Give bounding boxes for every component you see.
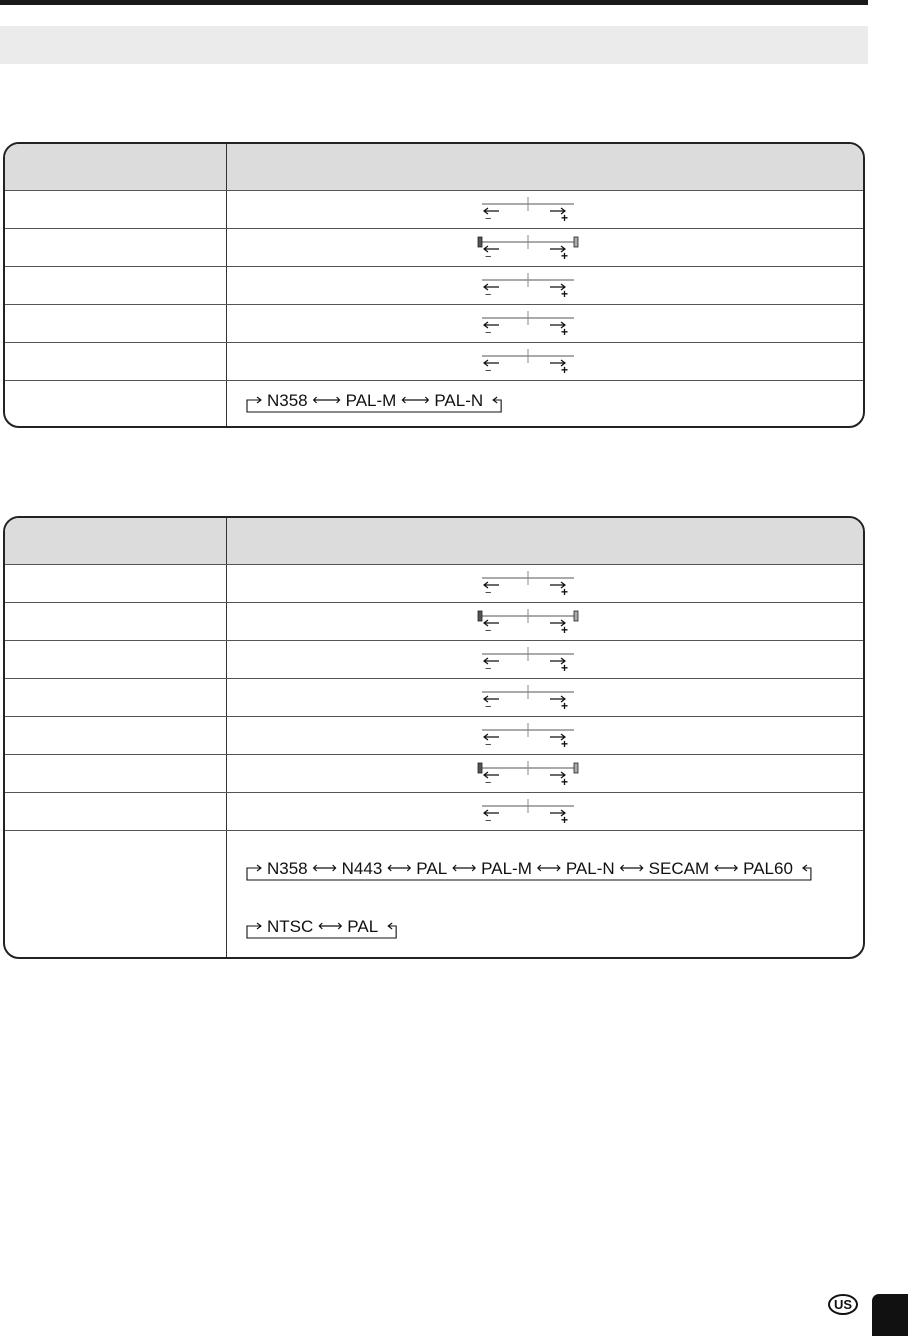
mode-label: PAL [347,917,379,936]
row-label [5,679,227,716]
slider-scale[interactable] [477,569,587,597]
region-badge: US [828,1294,858,1315]
slider-scale[interactable] [477,309,587,337]
minus-label: − [485,289,492,299]
slider-scale[interactable] [477,607,587,635]
table-row [5,267,863,305]
table-row [5,381,863,426]
table-row [5,343,863,381]
table-row [5,679,863,717]
plus-label: + [561,623,569,635]
header-cell-item [5,144,227,190]
header-cell-setting [227,518,863,564]
double-arrow-icon [715,865,737,871]
minus-label: − [485,739,492,749]
double-arrow-icon [388,865,410,871]
mode-label: PAL-M [481,859,532,878]
adjustment-table-1 [3,142,865,428]
mode-label: N358 [267,391,308,410]
mode-label: PAL-N [565,859,615,878]
mode-label: NTSC [267,917,314,936]
double-arrow-icon [621,865,643,871]
row-label [5,381,227,426]
minus-label: − [485,625,492,635]
double-arrow-icon [402,397,428,403]
color-system-cycle-1[interactable] [245,387,505,417]
mode-label: PAL-N [434,391,484,410]
row-label [5,793,227,830]
adjustment-table-2 [3,516,865,959]
plus-label: + [561,249,569,261]
header-cell-setting [227,144,863,190]
plus-label: + [561,211,569,223]
row-label [5,229,227,266]
top-rule [0,0,868,5]
table-header [5,518,863,565]
minus-label: − [485,365,492,375]
table-row [5,305,863,343]
row-label [5,191,227,228]
slider-scale[interactable] [477,721,587,749]
slider-end-cap [574,611,578,621]
mode-label: PAL60 [743,859,793,878]
mode-label: PAL [416,859,448,878]
double-arrow-icon [314,865,336,871]
header-cell-item [5,518,227,564]
slider-scale[interactable] [477,233,587,261]
row-label [5,717,227,754]
row-label [5,603,227,640]
row-label [5,831,227,957]
double-arrow-icon [538,865,560,871]
row-label [5,267,227,304]
slider-scale[interactable] [477,271,587,299]
plus-label: + [561,737,569,749]
table-row [5,831,863,957]
slider-end-cap [478,611,482,621]
minus-label: − [485,327,492,337]
plus-label: + [561,287,569,299]
plus-label: + [561,325,569,337]
slider-scale[interactable] [477,683,587,711]
double-arrow-icon [319,923,341,929]
slider-scale[interactable] [477,195,587,223]
table-row [5,229,863,267]
minus-label: − [485,213,492,223]
double-arrow-icon [453,865,475,871]
minus-label: − [485,251,492,261]
minus-label: − [485,701,492,711]
row-label [5,305,227,342]
section-title-bar [0,26,868,64]
slider-scale[interactable] [477,645,587,673]
double-arrow-icon [314,397,340,403]
plus-label: + [561,363,569,375]
row-label [5,641,227,678]
minus-label: − [485,815,492,825]
table-row [5,191,863,229]
mode-label: PAL-M [345,391,397,410]
slider-scale[interactable] [477,347,587,375]
slider-end-cap [478,237,482,247]
slider-end-cap [574,763,578,773]
mode-label: SECAM [648,859,710,878]
minus-label: − [485,663,492,673]
slider-scale[interactable] [477,797,587,825]
row-label [5,343,227,380]
table-row [5,641,863,679]
row-label [5,755,227,792]
table-header [5,144,863,191]
slider-end-cap [478,763,482,773]
table-row [5,565,863,603]
page-number-tab [872,1294,908,1336]
mode-label: N443 [341,859,383,878]
color-system-cycle-3[interactable] [245,913,400,943]
plus-label: + [561,661,569,673]
plus-label: + [561,699,569,711]
minus-label: − [485,587,492,597]
table-row [5,793,863,831]
table-row [5,755,863,793]
plus-label: + [561,775,569,787]
plus-label: + [561,813,569,825]
minus-label: − [485,777,492,787]
slider-scale[interactable] [477,759,587,787]
color-system-cycle-2[interactable] [245,855,815,885]
mode-label: N358 [267,859,308,878]
table-row [5,717,863,755]
plus-label: + [561,585,569,597]
slider-end-cap [574,237,578,247]
table-row [5,603,863,641]
row-label [5,565,227,602]
